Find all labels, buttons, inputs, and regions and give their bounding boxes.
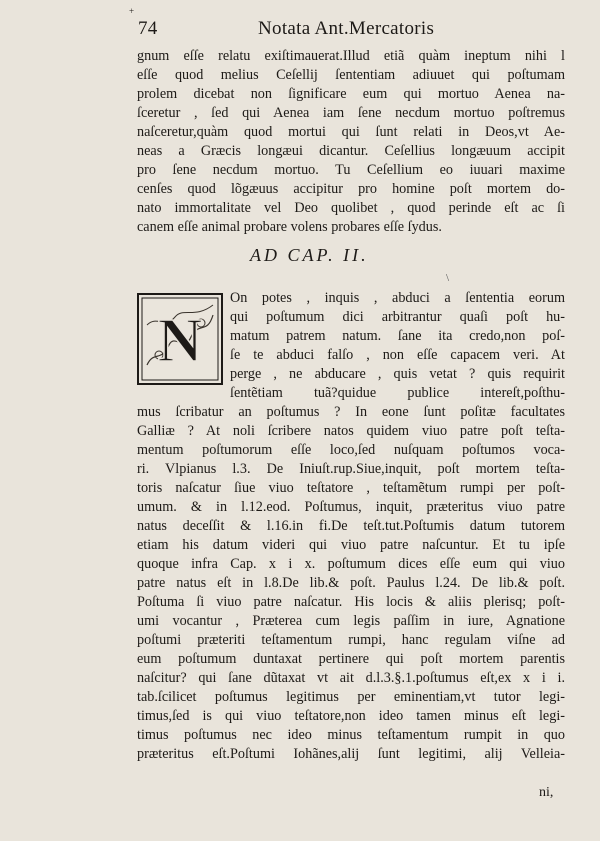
text-line: pro ſene necdum mortuo. Tu Ceſellium eo iuuari maxime	[137, 162, 565, 178]
text-line: Galliæ ? At noli ſcribere natos quidem viuo patre poſt teſta-	[137, 423, 565, 439]
text-line: mentum poſtumorum eſſe loco,ſed nuſquam poſtumos voca-	[137, 442, 565, 458]
text-line: ſe te abduci falſo , non eſſe capacem veri. At	[230, 347, 565, 363]
text-line: On potes , inquis , abduci a ſententia eorum	[230, 290, 565, 306]
decorated-initial-n-icon	[137, 293, 223, 385]
text-line: patre natus eſt in l.8.De lib.& poſt. Paulus l.24. De lib.& poſt.	[137, 575, 565, 591]
text-line: umi vocantur , Præterea cum legis paſſim in iure, Agnatione	[137, 613, 565, 629]
text-line: cenſes quod lõgæuus accipitur pro homine poſt mortem do-	[137, 181, 565, 197]
text-line: perge , ne abducare , quis vetat ? quis requirit	[230, 366, 565, 382]
text-line: ſentẽtiam tuã?quidue publice intereſt,poſthu-	[230, 385, 565, 401]
text-line: naſcitur? qui ſane dũtaxat vt ait d.l.3.§.1.poſtumus eſt,ex x i i.	[137, 670, 565, 686]
text-line: neas a Græcis longæui dicantur. Ceſellius longæuum accipit	[137, 143, 565, 159]
text-line: ſceretur , ſed qui Aenea iam ſene necdum mortuo poſtremus	[137, 105, 565, 121]
catchword: ni,	[539, 785, 554, 800]
paragraph-2	[137, 403, 565, 764]
text-line: prolem dicebat non ſignificare eum qui mortuo Aenea na-	[137, 86, 565, 102]
text-line: Poſtuma ſi viuo patre naſcatur. His locis & aliis plerisq; poſt-	[137, 594, 565, 610]
marginal-mark: \	[446, 272, 450, 284]
text-line: timus poſtumus nec ideo minus teſtamentum rumpit in quo	[137, 727, 565, 743]
text-line: etiam his datum videri qui viuo patre naſcuntur. Et tu ipſe	[137, 537, 565, 553]
initial-letter: N	[157, 307, 203, 375]
text-line: natus deceſſit & l.16.in fi.De teſt.tut.Poſtumis datum tutorem	[137, 518, 565, 534]
paragraph-1	[137, 47, 565, 237]
page-number: 74	[138, 18, 158, 39]
running-title: Notata Ant.Mercatoris	[258, 18, 435, 39]
header-mark: +	[129, 6, 135, 16]
text-line: poſtumi præteriti teſtamentum rumpi, hanc regulam viſne ad	[137, 632, 565, 648]
text-line: timus,ſed is qui viuo teſtatore,non ideo tamen minus eſt legi-	[137, 708, 565, 724]
text-line: tab.ſcilicet poſtumus legitimus per eminentiam,vt tutor legi-	[137, 689, 565, 705]
text-line: mus ſcribatur an poſtumus ? In eone ſunt poſitæ facultates	[137, 404, 565, 420]
paragraph-2-indented	[230, 289, 565, 403]
chapter-caption: AD CAP. II.	[250, 245, 369, 265]
text-line: ri. Vlpianus l.3. De Iniuſt.rup.Siue,inquit, poſt mortem teſta-	[137, 461, 565, 477]
text-line: umum. & in l.12.eod. Poſtumus, inquit, præteritus viuo patre	[137, 499, 565, 515]
text-line: quoque infra Cap. x i x. poſtumum dices eſſe eum qui viuo	[137, 556, 565, 572]
text-line: naſceretur,quàm quod mortui qui ſunt relati in Deos,vt Ae-	[137, 124, 565, 140]
text-line: eum poſtumum duntaxat pertinere qui poſt mortem parentis	[137, 651, 565, 667]
text-line: eſſe quod melius Ceſellij ſententiam adiuuet qui poſtumam	[137, 67, 565, 83]
text-line: nato immortalitate vel Deo quolibet , quod perinde eſt ac ſi	[137, 200, 565, 216]
text-line: matum patrem natum. ſane ita credo,non poſ-	[230, 328, 565, 344]
text-line: canem eſſe animal probare volens probares eſſe ſydus.	[137, 219, 442, 235]
text-line: gnum eſſe relatu exiſtimauerat.Illud etiã quàm ineptum nihi l	[137, 48, 565, 64]
page-header	[138, 18, 578, 44]
text-line: qui poſtumum dici arbitrantur quaſi poſt hu-	[230, 309, 565, 325]
text-line: toris naſcatur ſiue viuo teſtatore , teſtamẽtum rumpi per poſt-	[137, 480, 565, 496]
text-line: præteritus eſt.Poſtumi Iohãnes,alij ſunt legitimi, alij Velleia-	[137, 746, 565, 762]
